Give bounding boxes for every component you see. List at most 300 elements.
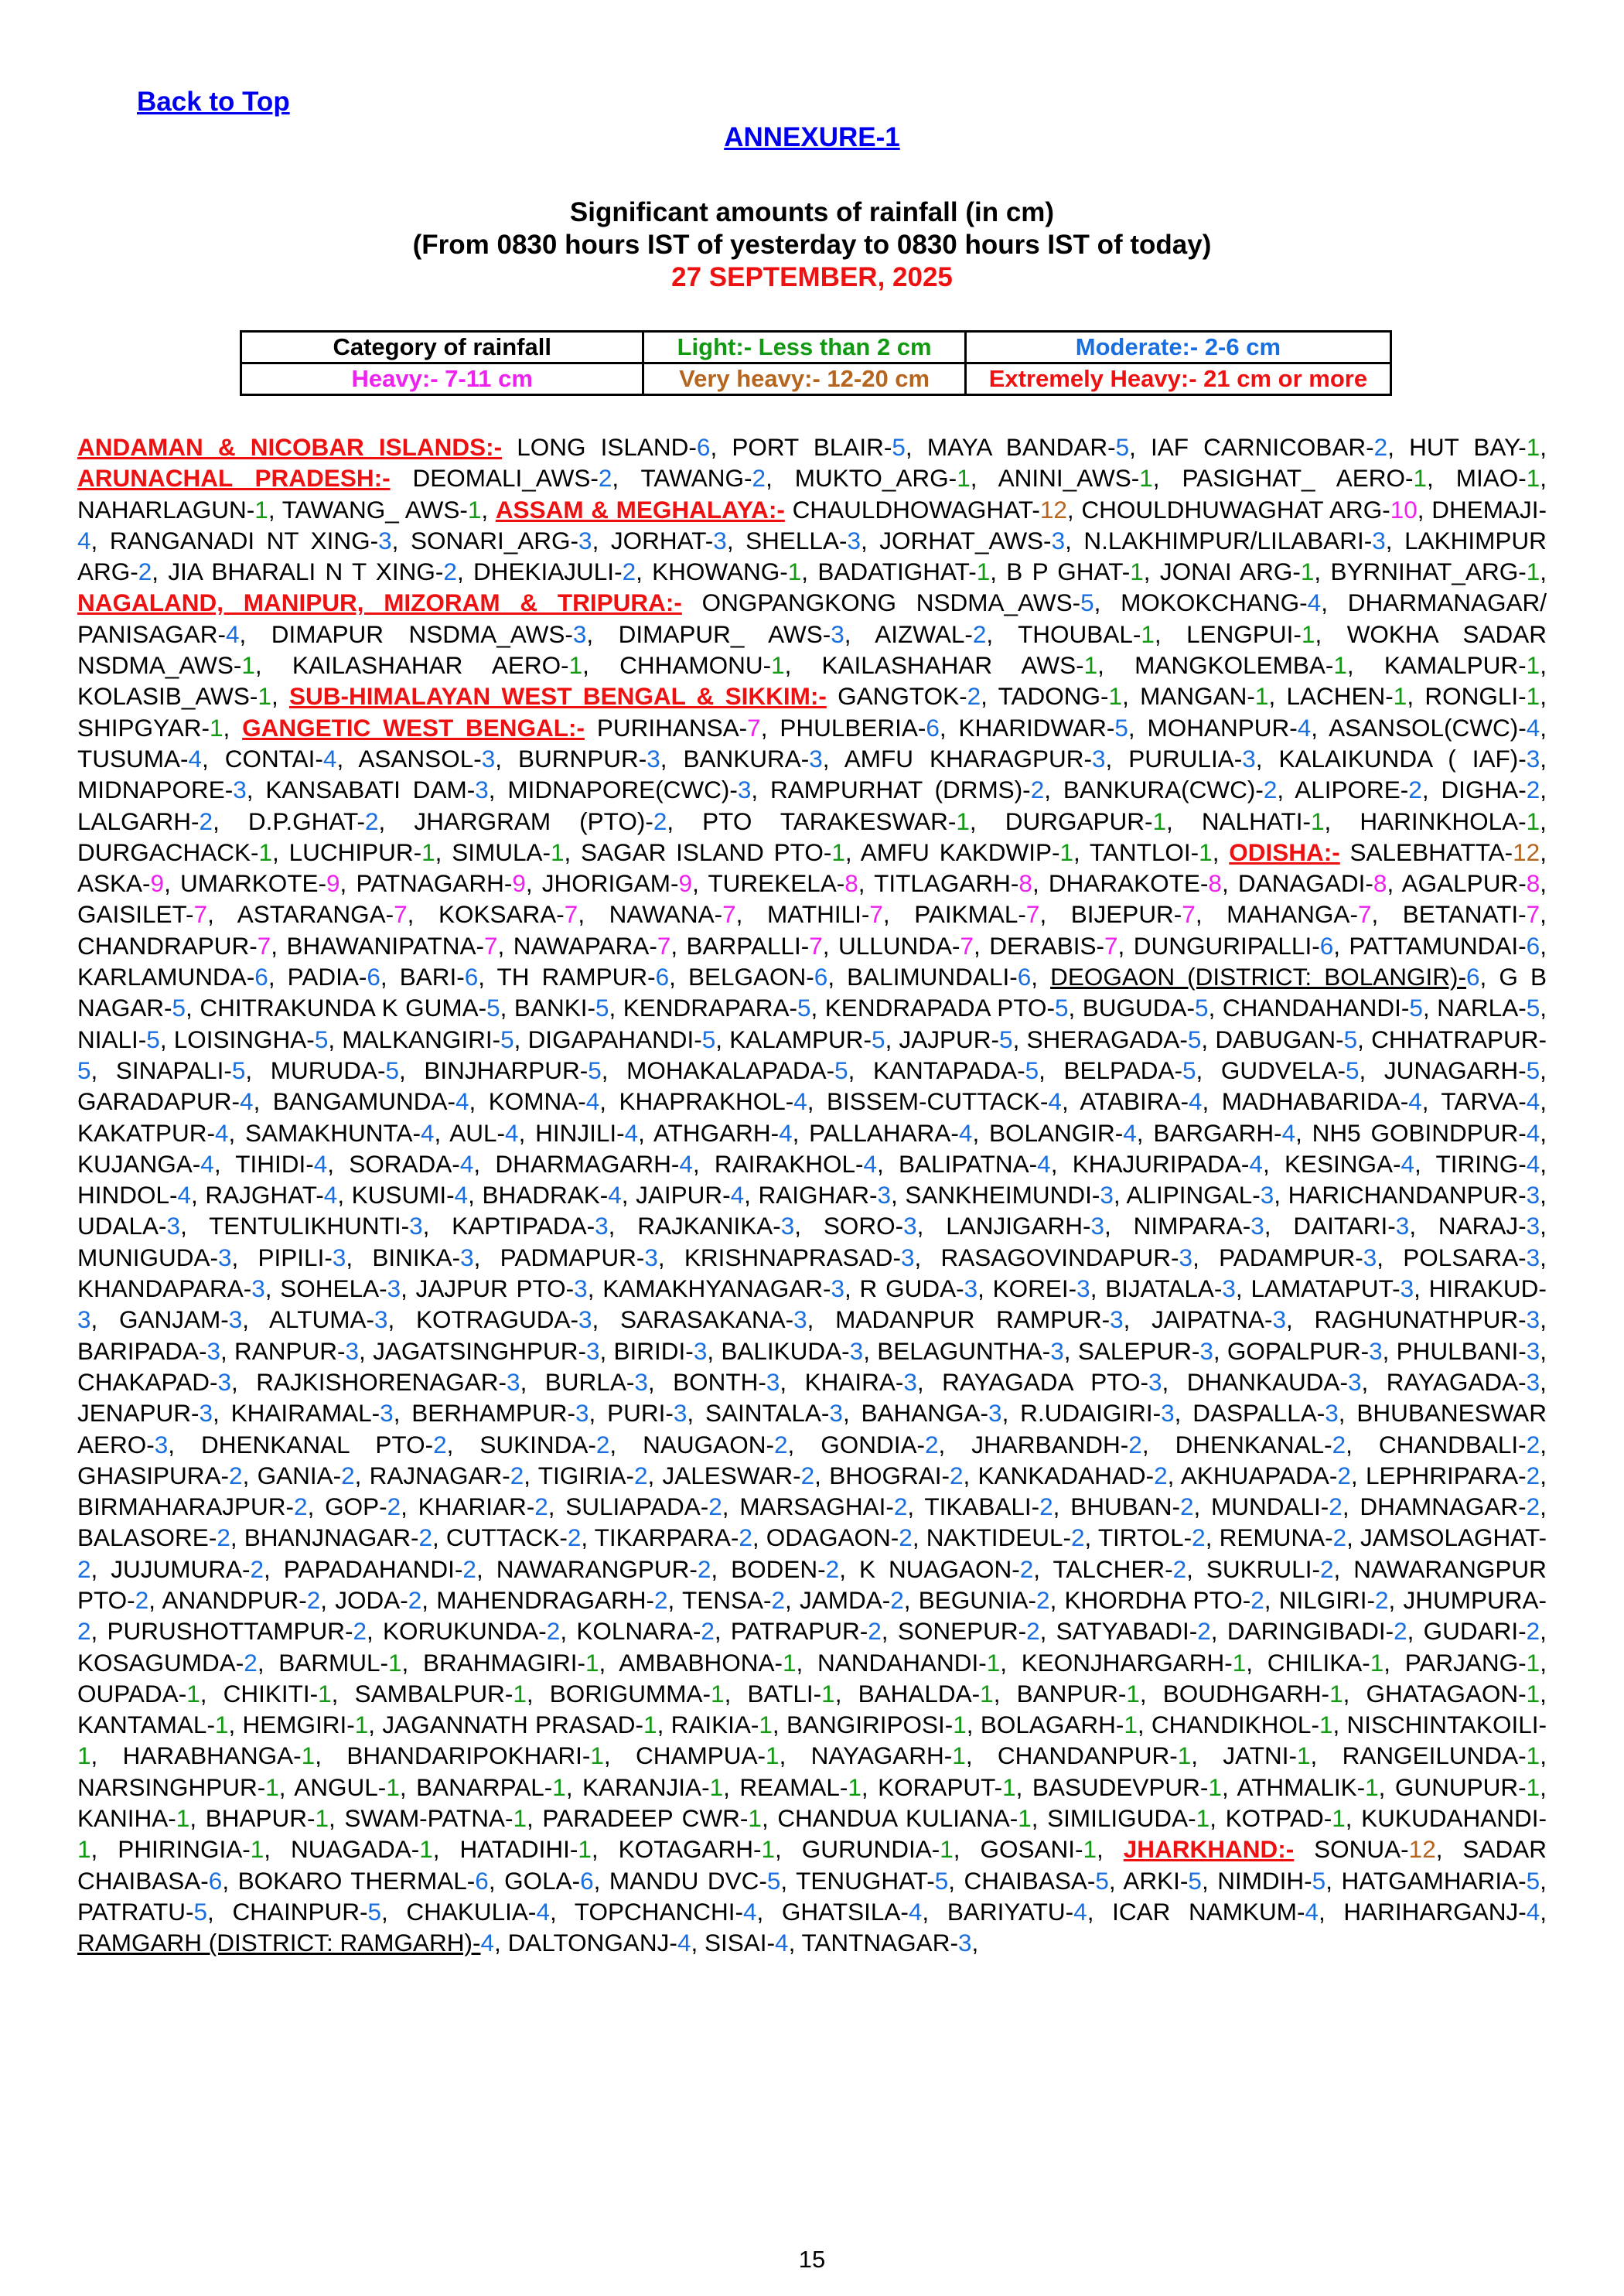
station-name: KARLAMUNDA- bbox=[77, 963, 255, 991]
station-entry: BARIYATU-4, bbox=[947, 1897, 1094, 1926]
station-rainfall-value: 7 bbox=[1357, 900, 1372, 929]
station-name: GHASIPURA- bbox=[77, 1461, 230, 1489]
station-name: MANDU DVC- bbox=[609, 1866, 767, 1895]
station-rainfall-value: 3 bbox=[1395, 1212, 1410, 1240]
station-name: DERABIS- bbox=[989, 931, 1105, 960]
report-subtitle: (From 0830 hours IST of yesterday to 0830 hours IST of today) bbox=[412, 230, 1212, 260]
station-entry: SORADA-4, bbox=[349, 1149, 481, 1178]
station-entry: KHAPRAKHOL-4, bbox=[619, 1087, 814, 1116]
station-name: MOKOKCHANG- bbox=[1121, 588, 1308, 617]
station-rainfall-value: 3 bbox=[1110, 1305, 1124, 1334]
station-entry: DIGHA-2, bbox=[1441, 776, 1547, 804]
station-entry: DHENKANAL-2, bbox=[1175, 1430, 1353, 1458]
station-rainfall-value: 1 bbox=[952, 1742, 966, 1770]
station-name: RAJKANIKA- bbox=[637, 1212, 781, 1240]
station-name: KUSUMI- bbox=[351, 1181, 455, 1209]
station-entry: ALIPORE-2, bbox=[1295, 776, 1429, 804]
station-rainfall-value: 2 bbox=[1394, 1617, 1407, 1646]
station-entry: PHULBANI-3, bbox=[1396, 1336, 1547, 1365]
station-entry: NAYAGARH-1, bbox=[810, 1742, 973, 1770]
station-rainfall-value: 4 bbox=[1048, 1087, 1062, 1116]
station-entry: ULLUNDA-7, bbox=[838, 931, 981, 960]
station-name: RAYAGADA PTO- bbox=[942, 1367, 1148, 1396]
station-name: JUNAGARH- bbox=[1383, 1056, 1527, 1084]
station-rainfall-value: 3 bbox=[1050, 1336, 1064, 1365]
station-name: BINJHARPUR- bbox=[424, 1056, 589, 1084]
station-entry: BONTH-3, bbox=[673, 1367, 787, 1396]
station-rainfall-value: 4 bbox=[958, 1118, 973, 1147]
station-entry: LONG ISLAND-6, bbox=[517, 433, 718, 461]
station-rainfall-value: 6 bbox=[1526, 931, 1540, 960]
station-rainfall-value: 2 bbox=[341, 1461, 355, 1489]
station-rainfall-value: 6 bbox=[464, 963, 479, 991]
station-entry: BARMUL-1, bbox=[278, 1648, 409, 1677]
station-rainfall-value: 3 bbox=[903, 1212, 917, 1240]
station-entry: DAITARI-3, bbox=[1293, 1212, 1417, 1240]
station-name: KARANJIA- bbox=[582, 1772, 710, 1801]
station-entry: RONGLI-1, bbox=[1424, 682, 1547, 711]
station-name: BELAGUNTHA- bbox=[877, 1336, 1051, 1365]
station-entry: NUAGADA-1, bbox=[290, 1835, 440, 1864]
station-name: MIDNAPORE(CWC)- bbox=[507, 776, 738, 804]
station-entry: ONGPANGKONG NSDMA_AWS-5, bbox=[701, 588, 1101, 617]
station-entry: DHEMAJI-4, bbox=[77, 495, 1547, 554]
station-entry: SINAPALI-5, bbox=[115, 1056, 253, 1084]
station-name: ONGPANGKONG NSDMA_AWS- bbox=[701, 588, 1081, 617]
station-rainfall-value: 4 bbox=[779, 1118, 793, 1147]
station-rainfall-value: 7 bbox=[193, 900, 208, 929]
station-name: JONAI ARG- bbox=[1159, 558, 1301, 586]
station-entry: KANKADAHAD-2, bbox=[977, 1461, 1175, 1489]
station-name: DUNGURIPALLI- bbox=[1133, 931, 1320, 960]
station-entry: JALESWAR-2, bbox=[662, 1461, 821, 1489]
station-entry: BIJATALA-3, bbox=[1105, 1274, 1243, 1303]
station-rainfall-value: 3 bbox=[1161, 1399, 1175, 1428]
station-entry: SISAI-4, bbox=[705, 1929, 796, 1957]
station-entry: DERABIS-7, bbox=[989, 931, 1125, 960]
station-rainfall-value: 2 bbox=[1030, 776, 1045, 804]
station-name: HIRAKUD- bbox=[1428, 1274, 1547, 1303]
station-name: TOPCHANCHI- bbox=[574, 1897, 743, 1926]
station-name: MURUDA- bbox=[270, 1056, 386, 1084]
station-rainfall-value: 1 bbox=[986, 1648, 1001, 1677]
station-rainfall-value: 2 bbox=[135, 1585, 149, 1614]
station-rainfall-value: 1 bbox=[831, 838, 845, 866]
station-entry: UMARKOTE-9, bbox=[180, 869, 347, 898]
station-entry: BOUDHGARH-1, bbox=[1162, 1679, 1350, 1708]
station-entry: GHATSILA-4, bbox=[781, 1897, 930, 1926]
station-entry: BHOGRAI-2, bbox=[829, 1461, 971, 1489]
station-rainfall-value: 5 bbox=[588, 1056, 602, 1084]
station-entry: AIZWAL-2, bbox=[875, 619, 994, 648]
station-name: KHANDAPARA- bbox=[77, 1274, 252, 1303]
station-entry: KANIHA-1, bbox=[77, 1804, 197, 1833]
station-rainfall-value: 3 bbox=[1369, 1336, 1383, 1365]
station-entry: BANGIRIPOSI-1, bbox=[786, 1711, 974, 1739]
station-name: CHANDAHANDI- bbox=[1222, 994, 1410, 1022]
station-entry: BADATIGHAT-1, bbox=[817, 558, 997, 586]
station-entry: DHENKANAL PTO-2, bbox=[201, 1430, 454, 1458]
back-to-top-link[interactable]: Back to Top bbox=[137, 87, 290, 117]
station-name: PADIA- bbox=[287, 963, 367, 991]
station-rainfall-value: 1 bbox=[1526, 1742, 1540, 1770]
station-entry: JAJPUR PTO-3, bbox=[415, 1274, 595, 1303]
station-rainfall-value: 8 bbox=[1373, 869, 1387, 898]
station-name: HATGAMHARIA- bbox=[1341, 1866, 1527, 1895]
station-name: GHATSILA- bbox=[781, 1897, 909, 1926]
station-name: SIMULA- bbox=[452, 838, 551, 866]
station-name: KHARIDWAR- bbox=[958, 713, 1115, 742]
station-rainfall-value: 5 bbox=[1345, 1056, 1360, 1084]
station-name: NIMDIH- bbox=[1217, 1866, 1312, 1895]
station-rainfall-value: 2 bbox=[1332, 1523, 1347, 1552]
station-rainfall-value: 6 bbox=[814, 963, 828, 991]
station-name: GURUNDIA- bbox=[801, 1835, 940, 1864]
station-rainfall-value: 2 bbox=[1172, 1554, 1187, 1583]
station-rainfall-value: 2 bbox=[1070, 1523, 1085, 1552]
station-entry: DASPALLA-3, bbox=[1192, 1399, 1346, 1428]
station-rainfall-value: 1 bbox=[1296, 1742, 1311, 1770]
station-rainfall-value: 6 bbox=[1466, 963, 1480, 991]
station-entry: JORHAT-3, bbox=[610, 526, 734, 554]
station-name: GUDVELA- bbox=[1220, 1056, 1346, 1084]
station-name: NALHATI- bbox=[1201, 807, 1311, 835]
station-rainfall-value: 1 bbox=[956, 807, 970, 835]
station-entry: KHAIRA-3, bbox=[804, 1367, 924, 1396]
station-name: PURUSHOTTAMPUR- bbox=[107, 1617, 353, 1646]
station-rainfall-value: 1 bbox=[1059, 838, 1073, 866]
station-entry: LUCHIPUR-1, bbox=[288, 838, 442, 866]
station-entry: CHANDUA KULIANA-1, bbox=[777, 1804, 1039, 1833]
station-rainfall-value: 4 bbox=[480, 1929, 495, 1957]
region-heading: ODISHA:- bbox=[1229, 838, 1340, 866]
station-entry: BODEN-2, bbox=[731, 1554, 846, 1583]
station-name: BOLAGARH- bbox=[980, 1711, 1124, 1739]
station-rainfall-value: 4 bbox=[863, 1149, 877, 1178]
station-entry: HUT BAY-1, bbox=[1409, 433, 1547, 461]
station-entry: KANSABATI DAM-3, bbox=[265, 776, 496, 804]
station-entry: BARIPADA-3, bbox=[77, 1336, 227, 1365]
station-entry: ICAR NAMKUM-4, bbox=[1112, 1897, 1325, 1926]
station-rainfall-value: 1 bbox=[421, 838, 435, 866]
station-name: ANINI_AWS- bbox=[998, 464, 1140, 493]
station-name: KANTAMAL- bbox=[77, 1711, 215, 1739]
station-name: KOTRAGUDA- bbox=[415, 1305, 578, 1334]
station-rainfall-value: 1 bbox=[711, 1679, 725, 1708]
station-name: MARSAGHAI- bbox=[739, 1493, 894, 1521]
station-rainfall-value: 6 bbox=[1017, 963, 1032, 991]
station-rainfall-value: 2 bbox=[1154, 1461, 1168, 1489]
station-rainfall-value: 1 bbox=[241, 651, 255, 680]
station-entry: BEGUNIA-2, bbox=[918, 1585, 1057, 1614]
station-name: TENTULIKHUNTI- bbox=[209, 1212, 410, 1240]
station-entry: PARJANG-1, bbox=[1404, 1648, 1547, 1677]
station-rainfall-value: 1 bbox=[821, 1679, 835, 1708]
station-rainfall-value: 5 bbox=[1187, 1025, 1202, 1053]
station-rainfall-value: 6 bbox=[696, 433, 711, 461]
station-entry: DHANKAUDA-3, bbox=[1186, 1367, 1369, 1396]
station-name: AIZWAL- bbox=[875, 619, 973, 648]
station-name: TARVA- bbox=[1441, 1087, 1527, 1116]
station-rainfall-value: 4 bbox=[455, 1087, 469, 1116]
station-entry: JONAI ARG-1, bbox=[1159, 558, 1322, 586]
station-rainfall-value: 2 bbox=[353, 1617, 367, 1646]
station-name: DHEMAJI- bbox=[1431, 495, 1547, 524]
station-rainfall-value: 1 bbox=[354, 1711, 369, 1739]
station-name: CHAIBASA- bbox=[964, 1866, 1096, 1895]
station-rainfall-value: 1 bbox=[953, 1711, 967, 1739]
station-rainfall-value: 7 bbox=[747, 713, 761, 742]
station-name: BEGUNIA- bbox=[918, 1585, 1037, 1614]
station-entry: HINDOL-4, bbox=[77, 1181, 198, 1209]
station-name: NAWARANGPUR PTO- bbox=[77, 1554, 1547, 1614]
station-rainfall-value: 2 bbox=[800, 1461, 815, 1489]
station-entry: SORO-3, bbox=[823, 1212, 924, 1240]
station-rainfall-value: 3 bbox=[1260, 1181, 1274, 1209]
station-rainfall-value: 4 bbox=[505, 1118, 519, 1147]
station-entry: KALAMPUR-5, bbox=[729, 1025, 892, 1053]
station-entry: DUNGURIPALLI-6, bbox=[1133, 931, 1340, 960]
station-rainfall-value: 1 bbox=[254, 495, 268, 524]
station-rainfall-value: 2 bbox=[462, 1554, 476, 1583]
station-rainfall-value: 3 bbox=[1526, 1336, 1540, 1365]
station-name: BANGAMUNDA- bbox=[272, 1087, 456, 1116]
station-entry: KARANJIA-1, bbox=[582, 1772, 730, 1801]
station-name: HARIHARGANJ- bbox=[1343, 1897, 1527, 1926]
station-entry: TITLAGARH-8, bbox=[874, 869, 1039, 898]
station-rainfall-value: 2 bbox=[595, 1430, 610, 1458]
station-entry: SUKRULI-2, bbox=[1206, 1554, 1341, 1583]
region-heading: NAGALAND, MANIPUR, MIZORAM & TRIPURA:- bbox=[77, 588, 682, 617]
station-rainfall-value: 2 bbox=[1197, 1617, 1211, 1646]
station-name: DHENKANAL- bbox=[1175, 1430, 1332, 1458]
station-rainfall-value: 1 bbox=[980, 1679, 994, 1708]
station-entry: ATHGARH-4, bbox=[653, 1118, 800, 1147]
station-entry: KOTAGARH-1, bbox=[618, 1835, 782, 1864]
station-rainfall-value: 2 bbox=[1526, 776, 1540, 804]
station-rainfall-value: 2 bbox=[868, 1617, 882, 1646]
station-rainfall-value: 6 bbox=[926, 713, 940, 742]
station-name: TITLAGARH- bbox=[874, 869, 1019, 898]
station-rainfall-value: 2 bbox=[567, 1523, 582, 1552]
station-entry: PASIGHAT_ AERO-1, bbox=[1182, 464, 1434, 493]
station-name: KOREI- bbox=[992, 1274, 1077, 1303]
station-entry: RAYAGADA-3, bbox=[1386, 1367, 1547, 1396]
station-entry: TUSUMA-4, bbox=[77, 744, 209, 773]
station-name: KOLASIB_AWS- bbox=[77, 682, 258, 711]
station-name: BELGAON- bbox=[687, 963, 814, 991]
station-entry: DIGAPAHANDI-5, bbox=[527, 1025, 723, 1053]
legend-extremely-heavy: Extremely Heavy:- 21 cm or more bbox=[965, 363, 1390, 395]
station-entry: KRISHNAPRASAD-3, bbox=[684, 1243, 922, 1271]
station-entry: JAMSOLAGHAT-2, bbox=[77, 1523, 1547, 1583]
station-entry: SULIAPADA-2, bbox=[565, 1493, 729, 1521]
station-rainfall-value: 3 bbox=[460, 1243, 474, 1271]
station-name: DIMAPUR_ AWS- bbox=[618, 619, 831, 648]
station-rainfall-value: 1 bbox=[552, 1772, 566, 1801]
station-entry: LEPHRIPARA-2, bbox=[1365, 1461, 1547, 1489]
station-entry: KAILASHAHAR AERO-1, bbox=[292, 651, 589, 680]
station-name: REMUNA- bbox=[1219, 1523, 1333, 1552]
station-name: GONDIA- bbox=[821, 1430, 925, 1458]
station-name: BARI- bbox=[399, 963, 465, 991]
station-name: PATTAMUNDAI- bbox=[1349, 931, 1527, 960]
station-entry: JHORIGAM-9, bbox=[541, 869, 699, 898]
station-rainfall-value: 1 bbox=[1108, 682, 1123, 711]
station-name: BHOGRAI- bbox=[829, 1461, 950, 1489]
region-heading: ASSAM & MEGHALAYA:- bbox=[495, 495, 785, 524]
station-rainfall-value: 3 bbox=[713, 526, 727, 554]
station-rainfall-value: 4 bbox=[775, 1929, 789, 1957]
station-name: SALEPUR- bbox=[1077, 1336, 1200, 1365]
station-rainfall-value: 6 bbox=[475, 1866, 489, 1895]
station-name: KOSAGUMDA- bbox=[77, 1648, 244, 1677]
station-rainfall-value: 3 bbox=[166, 1212, 181, 1240]
station-entry: PURIHANSA-7, bbox=[596, 713, 768, 742]
station-name: CHANDBALI- bbox=[1378, 1430, 1527, 1458]
station-rainfall-value: 1 bbox=[186, 1679, 200, 1708]
station-name: NIALI- bbox=[77, 1025, 147, 1053]
station-name: HARINKHOLA- bbox=[1360, 807, 1527, 835]
station-entry: GURUNDIA-1, bbox=[801, 1835, 960, 1864]
station-rainfall-value: 1 bbox=[1300, 558, 1315, 586]
station-rainfall-value: 3 bbox=[217, 1367, 231, 1396]
region-heading: ANDAMAN & NICOBAR ISLANDS:- bbox=[77, 433, 503, 461]
station-entry: JENAPUR-3, bbox=[77, 1399, 220, 1428]
station-name: TADONG- bbox=[998, 682, 1109, 711]
station-rainfall-value: 5 bbox=[193, 1897, 208, 1926]
station-rainfall-value: 2 bbox=[1526, 1493, 1540, 1521]
station-name: JHORIGAM- bbox=[541, 869, 679, 898]
station-entry: BALIMUNDALI-6, bbox=[847, 963, 1038, 991]
station-entry: LOISINGHA-5, bbox=[173, 1025, 336, 1053]
station-entry: TOPCHANCHI-4, bbox=[574, 1897, 764, 1926]
station-entry: BHUBANESWAR AERO-3, bbox=[77, 1399, 1547, 1458]
station-rainfall-value: 9 bbox=[678, 869, 693, 898]
station-rainfall-value: 2 bbox=[546, 1617, 561, 1646]
station-rainfall-value: 5 bbox=[1526, 1056, 1540, 1084]
station-rainfall-value: 3 bbox=[644, 1243, 658, 1271]
station-entry: KALAIKUNDA ( IAF)-3, bbox=[1278, 744, 1547, 773]
station-rainfall-value: 1 bbox=[513, 1679, 527, 1708]
station-entry: TIKARPARA-2, bbox=[594, 1523, 759, 1552]
station-rainfall-value: 4 bbox=[1526, 1087, 1540, 1116]
station-name: DANAGADI- bbox=[1237, 869, 1373, 898]
station-entry: DHARAKOTE-8, bbox=[1048, 869, 1229, 898]
station-name: JAJPUR PTO- bbox=[415, 1274, 575, 1303]
station-entry: BUGUDA-5, bbox=[1082, 994, 1216, 1022]
station-entry: NARLA-5, bbox=[1437, 994, 1547, 1022]
station-rainfall-value: 2 bbox=[433, 1430, 447, 1458]
station-rainfall-value: 1 bbox=[787, 558, 802, 586]
station-entry: AMFU KHARAGPUR-3, bbox=[844, 744, 1113, 773]
station-rainfall-value: 2 bbox=[1329, 1493, 1343, 1521]
station-rainfall-value: 2 bbox=[217, 1523, 230, 1552]
station-entry: NALHATI-1, bbox=[1201, 807, 1332, 835]
station-rainfall-value: 5 bbox=[367, 1897, 381, 1926]
station-entry: PHIRINGIA-1, bbox=[118, 1835, 271, 1864]
station-entry: OUPADA-1, bbox=[77, 1679, 207, 1708]
station-entry: CHITRAKUNDA K GUMA-5, bbox=[200, 994, 507, 1022]
station-name: BANGIRIPOSI- bbox=[786, 1711, 954, 1739]
station-rainfall-value: 7 bbox=[564, 900, 578, 929]
station-name: DURGAPUR- bbox=[1005, 807, 1153, 835]
station-name: SAGAR ISLAND PTO- bbox=[581, 838, 832, 866]
station-name: ASTARANGA- bbox=[237, 900, 394, 929]
station-entry: CONTAI-4, bbox=[224, 744, 344, 773]
station-rainfall-value: 5 bbox=[314, 1025, 329, 1053]
station-rainfall-value: 1 bbox=[748, 1804, 762, 1833]
station-rainfall-value: 5 bbox=[701, 1025, 716, 1053]
station-entry: BARGARH-4, bbox=[1153, 1118, 1302, 1147]
station-name: PHULBERIA- bbox=[780, 713, 926, 742]
station-rainfall-value: 4 bbox=[742, 1897, 757, 1926]
region-heading: GANGETIC WEST BENGAL:- bbox=[242, 713, 585, 742]
station-entry: NILGIRI-2, bbox=[1278, 1585, 1396, 1614]
station-name: GANJAM- bbox=[119, 1305, 229, 1334]
station-name: SORADA- bbox=[349, 1149, 460, 1178]
station-name: MAHANGA- bbox=[1227, 900, 1358, 929]
station-entry: KAMALPUR-1, bbox=[1383, 651, 1547, 680]
station-name: NAYAGARH- bbox=[810, 1742, 953, 1770]
station-entry: NIMPARA-3, bbox=[1133, 1212, 1271, 1240]
station-name: MIDNAPORE- bbox=[77, 776, 234, 804]
station-entry: RAYAGADA PTO-3, bbox=[942, 1367, 1169, 1396]
station-name: MANGKOLEMBA- bbox=[1134, 651, 1334, 680]
station-rainfall-value: 3 bbox=[903, 1367, 917, 1396]
station-rainfall-value: 3 bbox=[380, 1399, 394, 1428]
station-entry: CHANDBALI-2, bbox=[1378, 1430, 1547, 1458]
station-name: JHARGRAM (PTO)- bbox=[414, 807, 653, 835]
annexure-title-link[interactable]: ANNEXURE-1 bbox=[724, 122, 900, 152]
station-rainfall-value: 1 bbox=[77, 1835, 91, 1864]
station-name: GARADAPUR- bbox=[77, 1087, 241, 1116]
station-entry: KOSAGUMDA-2, bbox=[77, 1648, 264, 1677]
station-rainfall-value: 7 bbox=[1526, 900, 1540, 929]
station-name: JUJUMURA- bbox=[111, 1554, 251, 1583]
station-entry: PADMAPUR-3, bbox=[500, 1243, 665, 1271]
station-name: HARABHANGA- bbox=[122, 1742, 302, 1770]
station-name: WOKHA SADAR NSDMA_AWS- bbox=[77, 619, 1547, 680]
station-name: KHARIAR- bbox=[418, 1493, 535, 1521]
station-rainfall-value: 3 bbox=[693, 1336, 708, 1365]
station-name: HUT BAY- bbox=[1409, 433, 1527, 461]
station-name: IAF CARNICOBAR- bbox=[1151, 433, 1374, 461]
station-name: SUKINDA- bbox=[479, 1430, 596, 1458]
station-name: LUCHIPUR- bbox=[288, 838, 422, 866]
station-entry: R.UDAIGIRI-3, bbox=[1020, 1399, 1182, 1428]
station-name: LONG ISLAND- bbox=[517, 433, 697, 461]
station-entry: JHUMPURA-2, bbox=[77, 1585, 1547, 1646]
station-entry: RANGEILUNDA-1, bbox=[1342, 1742, 1547, 1770]
station-rainfall-value: 1 bbox=[590, 1742, 604, 1770]
station-entry: KHARIDWAR-5, bbox=[958, 713, 1135, 742]
station-name: BHAPUR- bbox=[205, 1804, 316, 1833]
station-name: DHEKIAJULI- bbox=[473, 558, 623, 586]
station-rainfall-value: 5 bbox=[1188, 1866, 1202, 1895]
station-entry: JUNAGARH-5, bbox=[1383, 1056, 1547, 1084]
page-number: 15 bbox=[798, 2246, 826, 2273]
station-name: JHUMPURA- bbox=[1403, 1585, 1547, 1614]
station-name: BALIPATNA- bbox=[899, 1149, 1038, 1178]
station-entry: REMUNA-2, bbox=[1219, 1523, 1353, 1552]
station-name: NUAGADA- bbox=[290, 1835, 420, 1864]
station-entry: NAWANA-7, bbox=[609, 900, 743, 929]
station-rainfall-value: 2 bbox=[701, 1617, 715, 1646]
station-entry: GUDVELA-5, bbox=[1220, 1056, 1366, 1084]
station-entry: GOP-2, bbox=[325, 1493, 408, 1521]
station-name: TIGIRIA- bbox=[537, 1461, 634, 1489]
